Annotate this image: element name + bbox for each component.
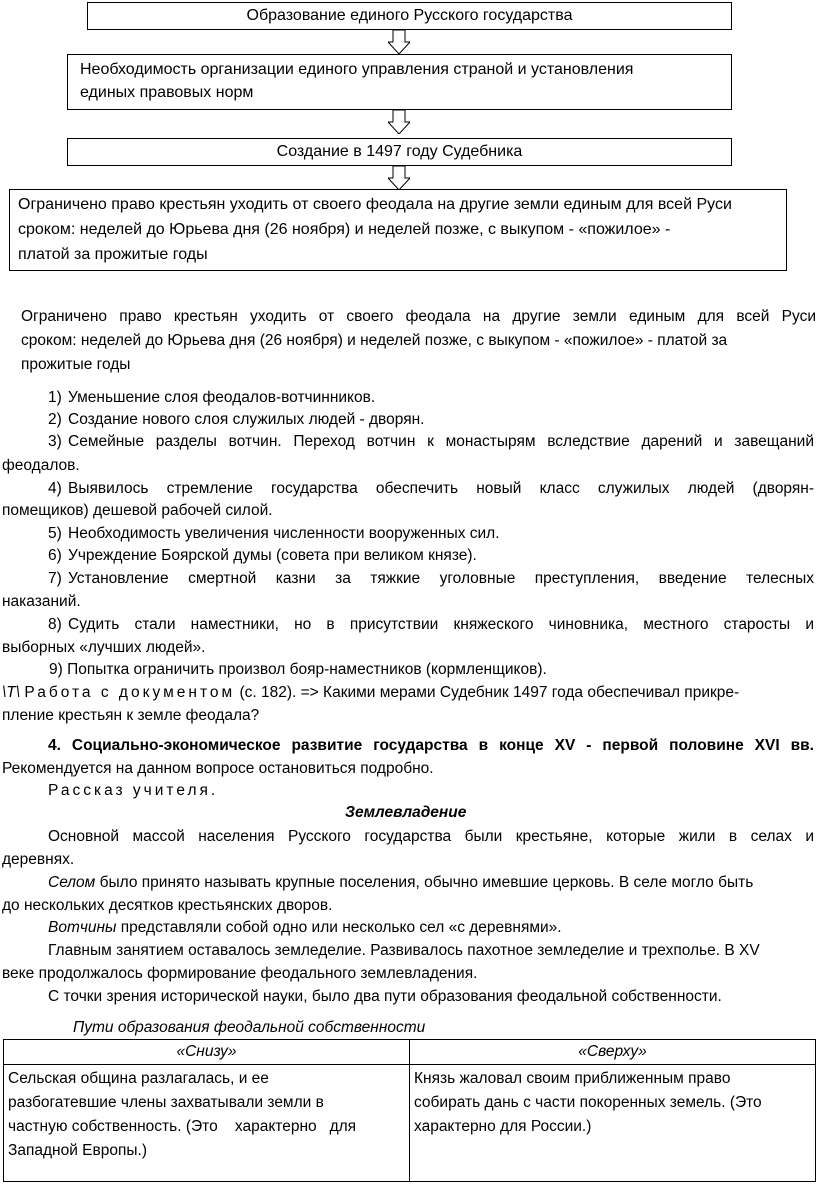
list-number: 6) xyxy=(48,547,62,564)
cell-above-line3: характерно для России.) xyxy=(414,1118,592,1135)
down-arrow-icon xyxy=(388,166,410,190)
intro-line2: сроком: неделей до Юрьева дня (26 ноября) и неделей позже, с выкупом - «пожилое» - платой за xyxy=(21,332,728,349)
list-item-cont: помещиков) дешевой рабочей силой. xyxy=(2,502,273,519)
paragraph-1a: Основной массой населения Русского государства были крестьяне, которые жили в селах и xyxy=(48,828,814,845)
doc-task-line1 xyxy=(2,681,739,705)
doc-task-question: (с. 182). => Какими мерами Судебник 1497 года обеспечивал прикре- xyxy=(239,684,740,701)
list-item: Семейные разделы вотчин. Переход вотчин к монастырям вследствие дарений и завещаний xyxy=(68,433,814,450)
flow-box-restriction xyxy=(9,189,787,271)
list-item: Выявилось стремление государства обеспечить новый класс служилых людей (дворян- xyxy=(68,480,814,497)
intro-line3: прожитые годы xyxy=(21,356,131,373)
down-arrow-icon xyxy=(388,30,410,54)
section-heading: 4. Социально-экономическое развитие государства в конце XV - первой половине XVI вв. xyxy=(48,737,814,754)
list-item-cont: феодалов. xyxy=(2,457,80,474)
flow-box-formation-text: Образование единого Русского государства xyxy=(246,7,573,24)
list-number: 3) xyxy=(48,433,62,450)
cell-above-line2: собирать дань с части покоренных земель. (Это xyxy=(414,1094,762,1111)
subsection-title: Землевладение xyxy=(345,804,467,821)
list-number: 5) xyxy=(48,525,62,542)
list-number: 4) xyxy=(48,480,62,497)
list-item-cont: наказаний. xyxy=(2,593,81,610)
list-item: Установление смертной казни за тяжкие уголовные преступления, введение телесных xyxy=(68,570,814,587)
list-number: 1) xyxy=(48,389,62,406)
paragraph-5: С точки зрения исторической науки, было два пути образования феодальной собственности. xyxy=(48,988,722,1005)
flow-box-sudebnik xyxy=(67,138,732,166)
table-row xyxy=(4,1065,816,1182)
list-item-cont: выборных «лучших людей». xyxy=(2,639,206,656)
list-item: Необходимость увеличения численности вооруженных сил. xyxy=(68,525,500,542)
list-item: Судить стали наместники, но в присутствии княжеского чиновника, местного старосты и xyxy=(68,616,814,633)
paragraph-2a-text: было принято называть крупные поселения, обычно имевшие церковь. В селе могло быть xyxy=(95,874,754,891)
flow-box-formation xyxy=(87,2,732,30)
table-header-above: «Сверху» xyxy=(410,1040,816,1065)
term-selo: Селом xyxy=(48,874,96,891)
table-header-row xyxy=(4,1040,816,1065)
paragraph-4a: Главным занятием оставалось земледелие. Развивалось пахотное земледелие и трехполье. В XV xyxy=(48,942,760,959)
table-caption: Пути образования феодальной собственности xyxy=(73,1019,426,1036)
list-number: 2) xyxy=(48,411,62,428)
paragraph-4b: веке продолжалось формирование феодального землевладения. xyxy=(2,965,478,982)
cell-below-line4: Западной Европы.) xyxy=(8,1142,148,1159)
list-item: Создание нового слоя служилых людей - дворян. xyxy=(68,411,425,428)
paths-table xyxy=(3,1039,816,1182)
paragraph-3-text: представляли собой одно или несколько сел «с деревнями». xyxy=(116,919,562,936)
list-number: 8) xyxy=(48,616,62,633)
flow-box-necessity xyxy=(67,54,732,110)
cell-below-line3: частную собственность. (Это характерно для xyxy=(8,1118,357,1135)
cell-below-line2: разбогатевшие члены захватывали земли в xyxy=(8,1094,324,1111)
down-arrow-icon xyxy=(388,110,410,134)
flow-box-necessity-line2: единых правовых норм xyxy=(80,84,254,101)
flow-box-restriction-line1: Ограничено право крестьян уходить от своего феодала на другие земли единым для всей Руси xyxy=(18,196,732,213)
doc-task-line2: пление крестьян к земле феодала? xyxy=(2,707,260,724)
doc-task-marker: \Т\ xyxy=(2,684,21,701)
doc-task-spaced: Работа с документом xyxy=(24,684,236,701)
table-header-below: «Снизу» xyxy=(4,1040,410,1065)
recommendation: Рекомендуется на данном вопросе остановиться подробно. xyxy=(2,760,434,777)
paragraph-1b: деревнях. xyxy=(2,851,75,868)
intro-line1: Ограничено право крестьян уходить от своего феодала на другие земли единым для всей Руси xyxy=(21,308,816,325)
flow-box-restriction-line2: сроком: неделей до Юрьева дня (26 ноября) и неделей позже, с выкупом - «пожилое» - xyxy=(18,221,671,238)
table-cell-above xyxy=(410,1065,816,1182)
list-item: Учреждение Боярской думы (совета при великом князе). xyxy=(68,547,477,564)
list-number: 7) xyxy=(48,570,62,587)
flow-box-necessity-line1: Необходимость организации единого управления страной и установления xyxy=(80,61,634,78)
cell-below-line1: Сельская община разлагалась, и ее xyxy=(8,1070,269,1087)
term-votchiny: Вотчины xyxy=(48,919,117,936)
paragraph-3 xyxy=(48,916,562,940)
list-item: 9) Попытка ограничить произвол бояр-наместников (кормленщиков). xyxy=(49,661,547,678)
flow-box-sudebnik-text: Создание в 1497 году Судебника xyxy=(276,143,523,160)
table-cell-below xyxy=(4,1065,410,1182)
flow-box-restriction-line3: платой за прожитые годы xyxy=(18,246,208,263)
cell-above-line1: Князь жаловал своим приближенным право xyxy=(414,1070,731,1087)
teacher-story: Рассказ учителя. xyxy=(48,782,219,799)
paragraph-2b: до нескольких десятков крестьянских дворов. xyxy=(2,897,333,914)
paragraph-2a xyxy=(48,871,753,895)
list-item: Уменьшение слоя феодалов-вотчинников. xyxy=(68,389,376,406)
